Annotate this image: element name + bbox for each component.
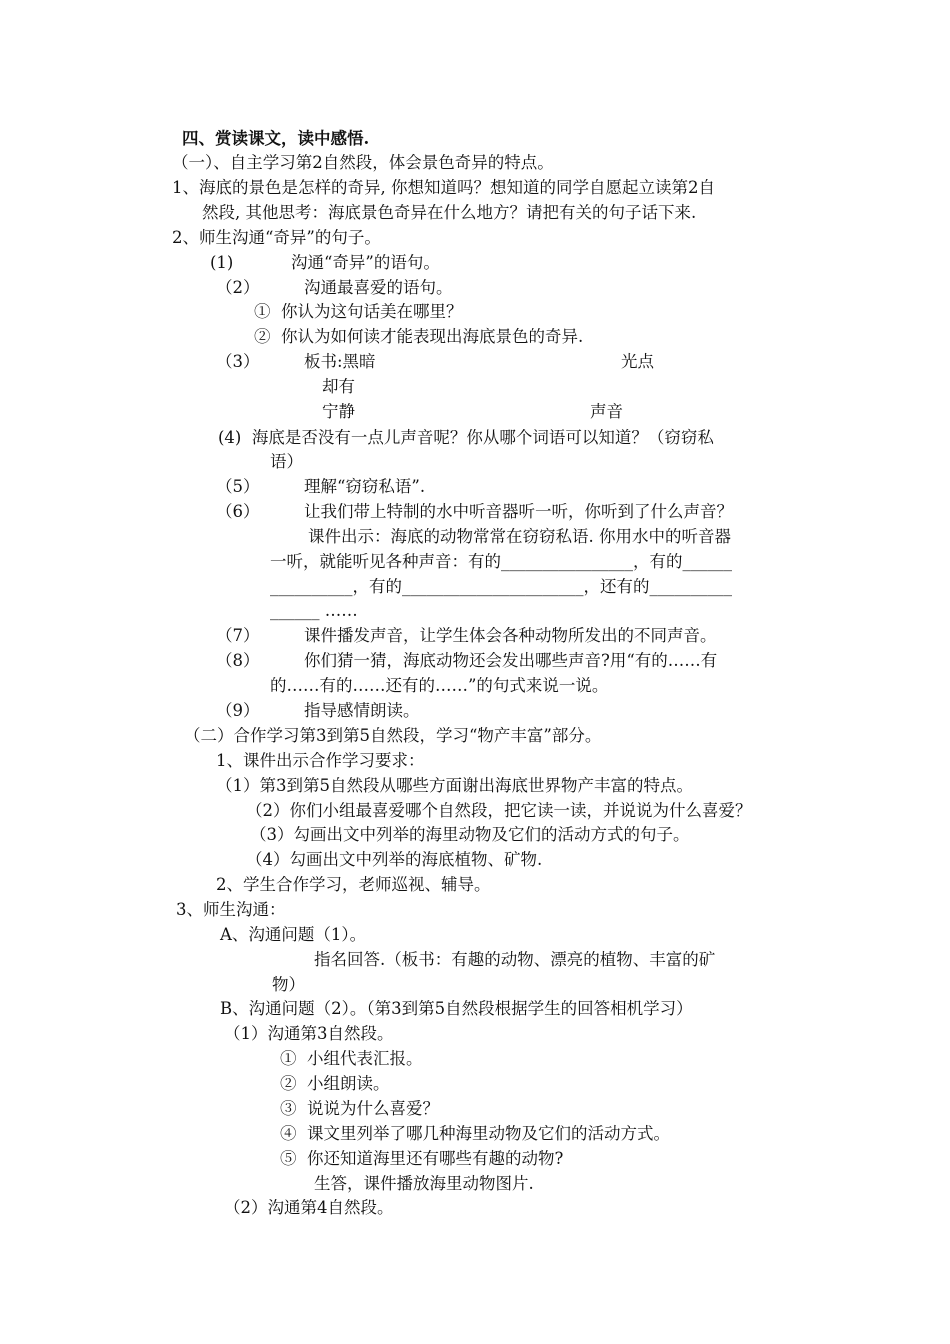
step-7-number: （7） [216,626,260,645]
board-left-2: 宁静 [322,402,355,421]
step-2-number: （2） [216,278,260,297]
paragraph-3-discussion: （1）沟通第3自然段。 [224,1024,394,1043]
step-6-courseware: 课件出示：海底的动物常常在窃窃私语. 你用水中的听音器 [308,527,731,546]
paragraph-3-item-5: ⑤ 你还知道海里还有哪些有趣的动物? [280,1149,564,1168]
question-2: 2、师生沟通“奇异”的句子。 [172,228,381,247]
step-7-text: 课件播发声音，让学生体会各种动物所发出的不同声音。 [304,626,717,645]
discussion-b: B、沟通问题（2）。（第3到第5自然段根据学生的回答相机学习） [220,999,693,1018]
discussion-a-answer: 指名回答.（板书：有趣的动物、漂亮的植物、丰富的矿 [314,950,716,969]
step-4-line2: 语） [270,452,303,471]
step-1-number: (1) [210,253,234,272]
step-2-item-2: ② 你认为如何读才能表现出海底景色的奇异. [254,327,584,346]
task-3: 3、师生沟通： [176,900,286,919]
board-middle: 却有 [322,377,355,396]
paragraph-3-answer: 生答，课件播放海里动物图片. [314,1174,534,1193]
step-6-fill-line2: __________，有的______________________，还有的__________ [270,577,732,596]
requirement-3: （3）勾画出文中列举的海里动物及它们的活动方式的句子。 [250,825,690,844]
paragraph-3-item-3: ③ 说说为什么喜爱？ [280,1099,439,1118]
step-6-text: 让我们带上特制的水中听音器听一听，你听到了什么声音？ [304,502,733,521]
part1-title: （一）、自主学习第2自然段，体会景色奇异的特点。 [172,153,554,172]
board-left-1: 板书:黑暗 [304,352,376,371]
question-1-line2: 然段, 其他思考：海底景色奇异在什么地方？请把有关的句子话下来. [202,203,697,222]
step-8-text: 你们猜一猜，海底动物还会发出哪些声音?用“有的……有 [304,651,718,670]
step-6-number: （6） [216,502,260,521]
step-2-text: 沟通最喜爱的语句。 [304,278,453,297]
step-3-number: （3） [216,352,260,371]
part2-title: （二）合作学习第3到第5自然段，学习“物产丰富”部分。 [184,726,602,745]
step-2-item-1: ① 你认为这句话美在哪里？ [254,302,463,321]
requirement-1: （1）第3到第5自然段从哪些方面谢出海底世界物产丰富的特点。 [216,776,693,795]
discussion-a-answer-line2: 物） [272,975,305,994]
task-2: 2、学生合作学习，老师巡视、辅导。 [216,875,491,894]
paragraph-4-discussion: （2）沟通第4自然段。 [224,1198,394,1217]
requirement-2: （2）你们小组最喜爱哪个自然段，把它读一读，并说说为什么喜爱？ [246,801,752,820]
step-5-number: （5） [216,477,260,496]
step-9-number: （9） [216,701,260,720]
step-4-line1: (4) 海底是否没有一点儿声音呢？你从哪个词语可以知道？（窃窃私 [218,428,714,447]
step-5-text: 理解“窃窃私语”. [304,477,426,496]
question-1-line1: 1、海底的景色是怎样的奇异, 你想知道吗？想知道的同学自愿起立读第2自 [172,178,715,197]
task-1: 1、课件出示合作学习要求： [216,751,425,770]
board-right-1: 光点 [621,352,654,371]
step-6-fill-line3: ______ …… [270,601,358,620]
step-1-text: 沟通“奇异”的语句。 [291,253,440,272]
discussion-a: A、沟通问题（1）。 [220,925,367,944]
board-right-2: 声音 [590,402,623,421]
requirement-4: （4）勾画出文中列举的海底植物、矿物. [246,850,543,869]
section-heading: 四、赏读课文，读中感悟. [182,129,370,148]
paragraph-3-item-4: ④ 课文里列举了哪几种海里动物及它们的活动方式。 [280,1124,670,1143]
step-8-line2: 的……有的……还有的……”的句式来说一说。 [270,676,609,695]
step-9-text: 指导感情朗读。 [304,701,420,720]
step-8-number: （8） [216,651,260,670]
paragraph-3-item-2: ② 小组朗读。 [280,1074,390,1093]
paragraph-3-item-1: ① 小组代表汇报。 [280,1049,423,1068]
step-6-fill-line1: 一听，就能听见各种声音：有的________________，有的______ [270,552,732,571]
